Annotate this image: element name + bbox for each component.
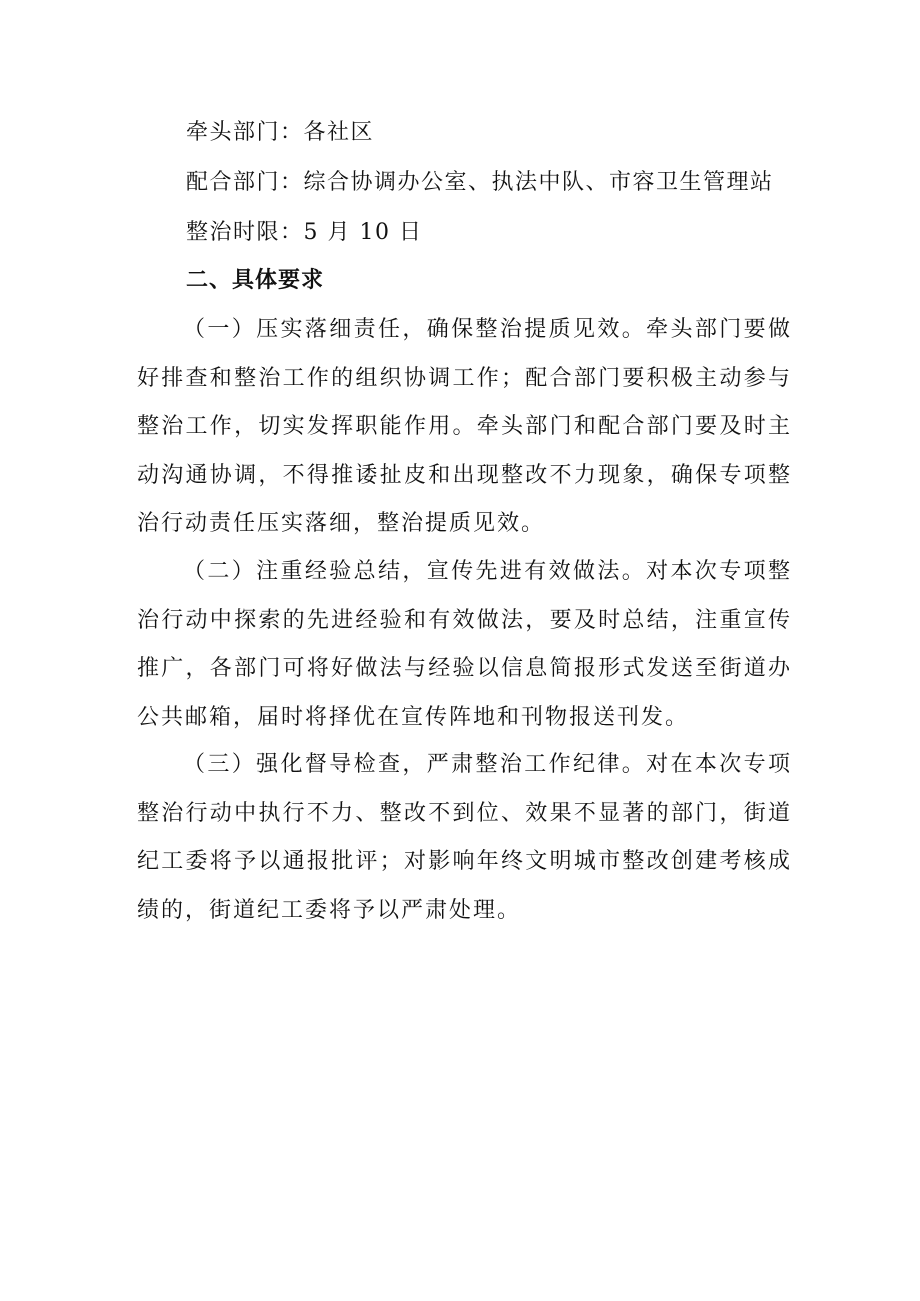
requirement-paragraph-1: （一）压实落细责任，确保整治提质见效。牵头部门要做好排查和整治工作的组织协调工作；配合部门要积极主动参与整治工作，切实发挥职能作用。牵头部门和配合部门要及时主动沟通协调，不得推诿扯皮和出现整改不力现象，确保专项整治行动责任压实落细，整治提质见效。 — [137, 317, 792, 536]
cooperating-departments-line: 配合部门：综合协调办公室、执法中队、市容卫生管理站 — [186, 170, 774, 195]
deadline-line: 整治时限：5 月 10 日 — [186, 220, 423, 245]
lead-department-line: 牵头部门：各社区 — [186, 120, 375, 145]
requirement-paragraph-2: （二）注重经验总结，宣传先进有效做法。对本次专项整治行动中探索的先进经验和有效做法，要及时总结，注重宣传推广，各部门可将好做法与经验以信息简报形式发送至街道办公共邮箱，届时将择优在宣传阵地和刊物报送刊发。 — [137, 559, 792, 730]
section-heading: 二、具体要求 — [186, 268, 325, 293]
requirement-paragraph-3: （三）强化督导检查，严肃整治工作纪律。对在本次专项整治行动中执行不力、整改不到位、效果不显著的部门，街道纪工委将予以通报批评；对影响年终文明城市整改创建考核成绩的，街道纪工委将予以严肃处理。 — [137, 752, 792, 923]
